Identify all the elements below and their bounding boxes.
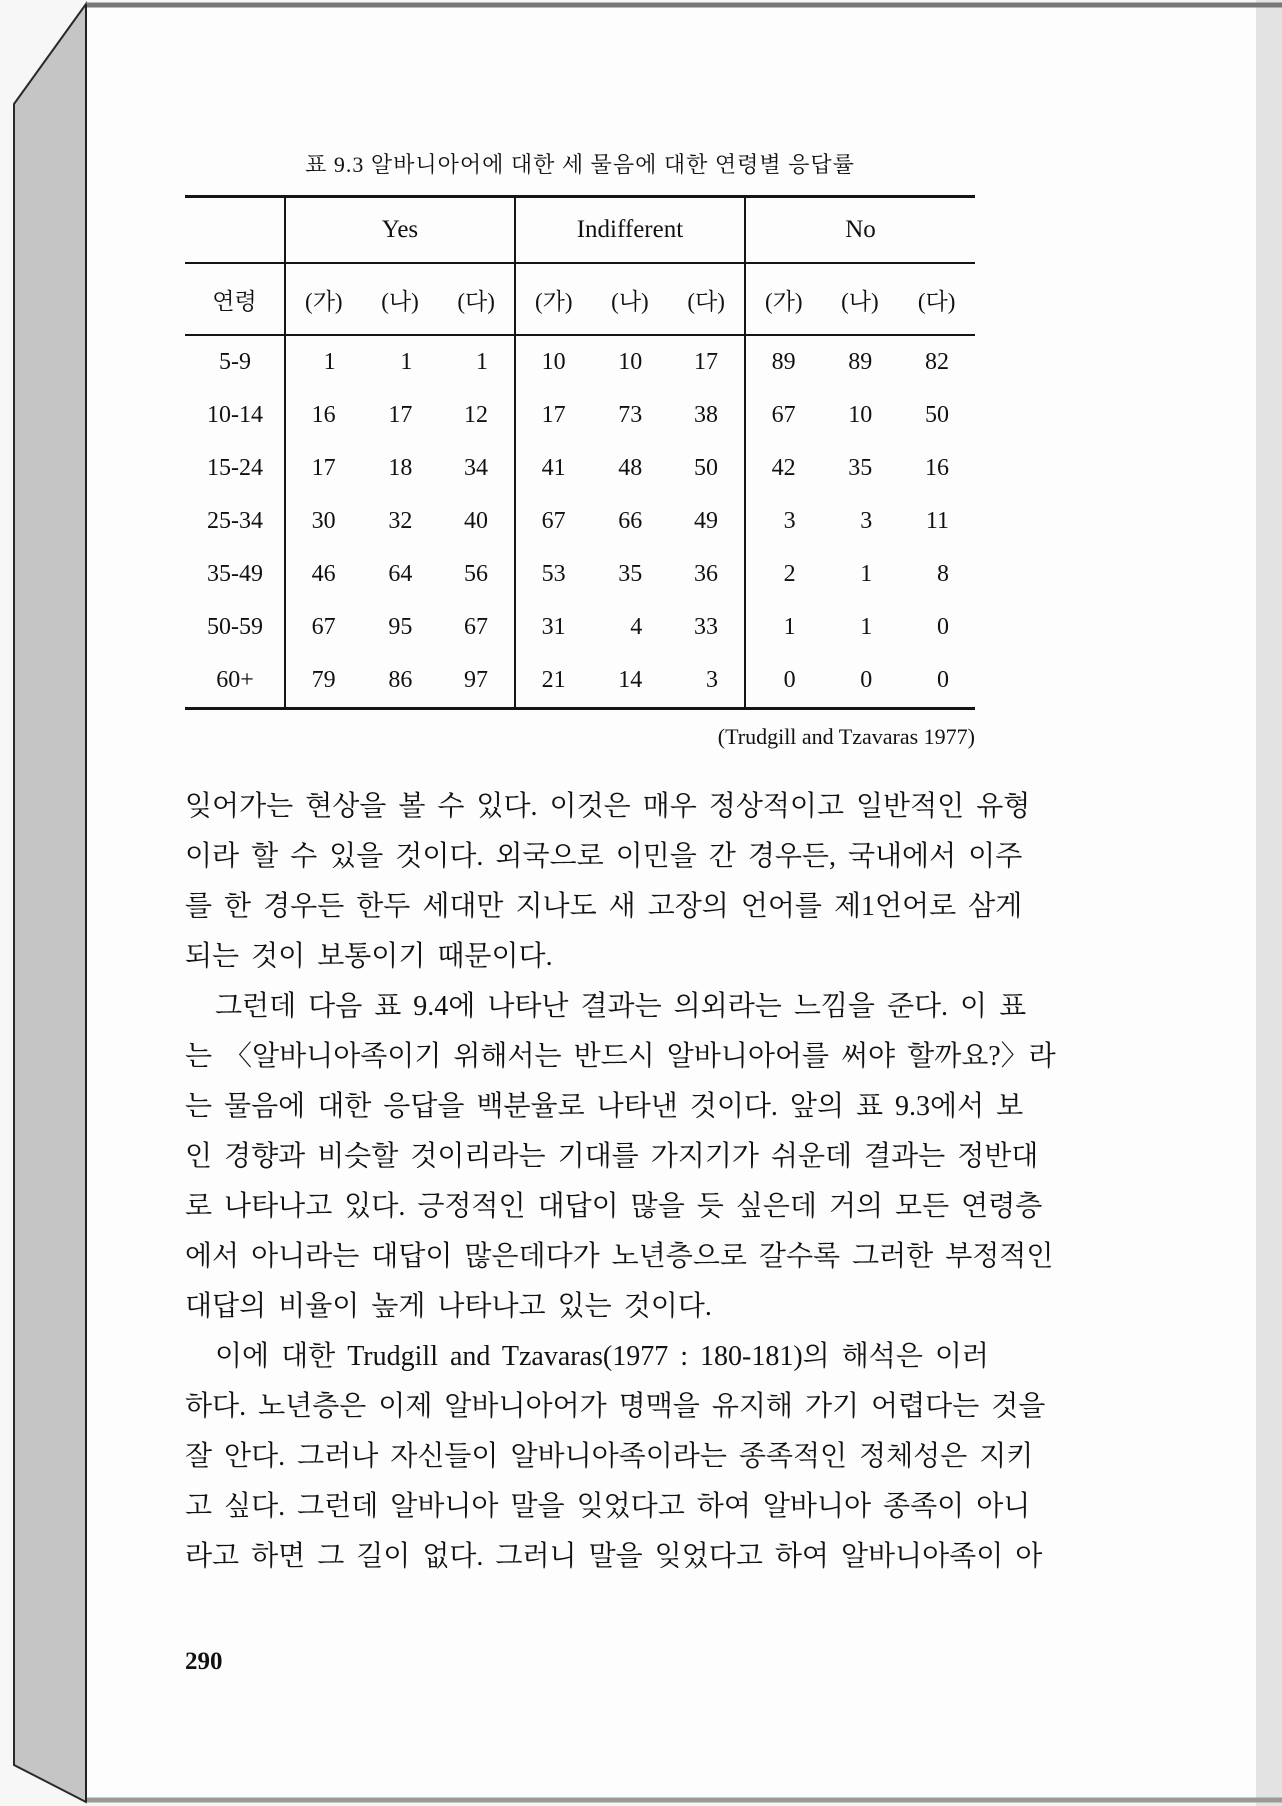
no-value-cell: 0 <box>860 667 873 693</box>
no-value-cell: 67 <box>745 389 822 442</box>
no-value-cell: 8 <box>937 561 949 587</box>
indifferent-value-cell: 41 <box>515 442 592 495</box>
age-cell: 50-59 <box>207 614 263 640</box>
page-number: 290 <box>185 1648 223 1675</box>
group-header-indifferent: Indifferent <box>515 197 745 264</box>
sub-header-na: (나) <box>362 263 439 335</box>
table-row <box>185 601 975 654</box>
no-value-cell: 1 <box>860 614 873 640</box>
text-line: 잘 안다. 그러나 자신들이 알바니아족이라는 종족적인 정체성은 지키 <box>185 1441 1034 1472</box>
indifferent-value-cell: 31 <box>515 601 592 654</box>
age-cell: 5-9 <box>219 349 251 375</box>
no-value-cell: 2 <box>745 548 822 601</box>
age-cell: 25-34 <box>207 508 263 534</box>
no-value-cell: 0 <box>937 667 949 693</box>
yes-value-cell: 79 <box>285 654 362 709</box>
text-line: 그런데 다음 표 9.4에 나타난 결과는 의외라는 느낌을 준다. 이 표 <box>215 991 1027 1022</box>
indifferent-value-cell: 36 <box>693 561 718 587</box>
indifferent-value-cell: 10 <box>618 349 643 375</box>
table-row <box>185 389 975 442</box>
no-value-cell: 10 <box>848 402 873 428</box>
sub-header-ga: (가) <box>745 263 822 335</box>
table-caption: 표 9.3 알바니아어에 대한 세 물음에 대한 연령별 응답률 <box>305 152 855 177</box>
yes-value-cell: 32 <box>388 508 413 534</box>
age-cell: 60+ <box>216 667 254 693</box>
text-line: 하다. 노년층은 이제 알바니아어가 명맥을 유지해 가기 어렵다는 것을 <box>185 1391 1046 1422</box>
indifferent-value-cell: 73 <box>618 402 643 428</box>
no-value-cell: 16 <box>925 455 949 481</box>
sub-header-na: (나) <box>592 263 669 335</box>
text-line: 인 경향과 비슷할 것이리라는 기대를 가지기가 쉬운데 결과는 정반대 <box>185 1141 1039 1172</box>
sub-header-row <box>185 263 975 335</box>
indifferent-value-cell: 4 <box>630 614 643 640</box>
text-line: 되는 것이 보통이기 때문이다. <box>185 941 553 972</box>
yes-value-cell: 86 <box>388 667 413 693</box>
text-line: 를 한 경우든 한두 세대만 지나도 새 고장의 언어를 제1언어로 삼게 <box>185 891 1023 922</box>
sub-header-na: (나) <box>822 263 899 335</box>
no-value-cell: 89 <box>745 335 822 389</box>
yes-value-cell: 34 <box>463 455 488 481</box>
no-value-cell: 42 <box>745 442 822 495</box>
text-line: 에서 아니라는 대답이 많은데다가 노년층으로 갈수록 그러한 부정적인 <box>185 1241 1054 1272</box>
indifferent-value-cell: 48 <box>618 455 643 481</box>
sub-header-ga: (가) <box>285 263 362 335</box>
text-line: 고 싶다. 그런데 알바니아 말을 잊었다고 하여 알바니아 종족이 아니 <box>185 1491 1031 1522</box>
no-value-cell: 11 <box>925 508 949 534</box>
no-value-cell: 0 <box>745 654 822 709</box>
text-line: 이라 할 수 있을 것이다. 외국으로 이민을 간 경우든, 국내에서 이주 <box>185 841 1023 872</box>
no-value-cell: 3 <box>745 495 822 548</box>
no-value-cell: 0 <box>937 614 949 640</box>
indifferent-value-cell: 67 <box>515 495 592 548</box>
age-cell: 10-14 <box>207 402 263 428</box>
response-table <box>185 195 975 710</box>
yes-value-cell: 30 <box>285 495 362 548</box>
no-value-cell: 3 <box>860 508 873 534</box>
table-row <box>185 495 975 548</box>
indifferent-value-cell: 10 <box>515 335 592 389</box>
no-value-cell: 50 <box>925 402 949 428</box>
yes-value-cell: 18 <box>388 455 413 481</box>
group-header-row <box>185 197 975 264</box>
indifferent-value-cell: 17 <box>693 349 718 375</box>
corner-cell <box>185 197 285 264</box>
yes-value-cell: 1 <box>475 349 488 375</box>
table-row <box>185 548 975 601</box>
indifferent-value-cell: 49 <box>693 508 718 534</box>
indifferent-value-cell: 33 <box>693 614 718 640</box>
page-edge-strip <box>1256 0 1282 1806</box>
group-header-yes: Yes <box>285 197 515 264</box>
yes-value-cell: 17 <box>388 402 413 428</box>
yes-value-cell: 46 <box>285 548 362 601</box>
no-value-cell: 82 <box>925 349 949 375</box>
yes-value-cell: 95 <box>388 614 413 640</box>
book-spine <box>14 4 86 1802</box>
indifferent-value-cell: 17 <box>515 389 592 442</box>
sub-header-da: (다) <box>898 263 975 335</box>
yes-value-cell: 56 <box>463 561 488 587</box>
text-line: 로 나타나고 있다. 긍정적인 대답이 많을 듯 싶은데 거의 모든 연령층 <box>185 1191 1043 1222</box>
no-value-cell: 89 <box>848 349 873 375</box>
indifferent-value-cell: 35 <box>618 561 643 587</box>
text-line: 대답의 비율이 높게 나타나고 있는 것이다. <box>185 1291 712 1322</box>
yes-value-cell: 17 <box>285 442 362 495</box>
yes-value-cell: 40 <box>463 508 488 534</box>
indifferent-value-cell: 50 <box>693 455 718 481</box>
no-value-cell: 1 <box>745 601 822 654</box>
table-row <box>185 654 975 709</box>
text-line: 는 물음에 대한 응답을 백분율로 나타낸 것이다. 앞의 표 9.3에서 보 <box>185 1091 1024 1122</box>
yes-value-cell: 1 <box>285 335 362 389</box>
text-line: 잊어가는 현상을 볼 수 있다. 이것은 매우 정상적이고 일반적인 유형 <box>185 791 1031 822</box>
age-cell: 35-49 <box>207 561 263 587</box>
indifferent-value-cell: 53 <box>515 548 592 601</box>
body-text <box>185 782 1056 1582</box>
indifferent-value-cell: 21 <box>515 654 592 709</box>
table-row <box>185 442 975 495</box>
yes-value-cell: 67 <box>285 601 362 654</box>
indifferent-value-cell: 38 <box>693 402 718 428</box>
page-content <box>185 0 1056 1676</box>
yes-value-cell: 12 <box>463 402 488 428</box>
age-column-header: 연령 <box>185 263 285 335</box>
sub-header-da: (다) <box>438 263 515 335</box>
indifferent-value-cell: 66 <box>618 508 643 534</box>
yes-value-cell: 67 <box>463 614 488 640</box>
age-cell: 15-24 <box>207 455 263 481</box>
no-value-cell: 1 <box>860 561 873 587</box>
yes-value-cell: 97 <box>463 667 488 693</box>
indifferent-value-cell: 3 <box>705 667 718 693</box>
text-line: 이에 대한 Trudgill and Tzavaras(1977 : 180-181)의 해석은 이러 <box>215 1341 989 1372</box>
no-value-cell: 35 <box>848 455 873 481</box>
yes-value-cell: 64 <box>388 561 413 587</box>
table-row <box>185 335 975 389</box>
yes-value-cell: 16 <box>285 389 362 442</box>
table-source-citation: (Trudgill and Tzavaras 1977) <box>717 724 975 749</box>
text-line: 는 〈알바니아족이기 위해서는 반드시 알바니아어를 써야 할까요?〉라 <box>185 1041 1056 1072</box>
indifferent-value-cell: 14 <box>618 667 643 693</box>
group-header-no: No <box>745 197 975 264</box>
yes-value-cell: 1 <box>400 349 413 375</box>
text-line: 라고 하면 그 길이 없다. 그러니 말을 잊었다고 하여 알바니아족이 아 <box>185 1541 1043 1572</box>
sub-header-da: (다) <box>668 263 745 335</box>
sub-header-ga: (가) <box>515 263 592 335</box>
